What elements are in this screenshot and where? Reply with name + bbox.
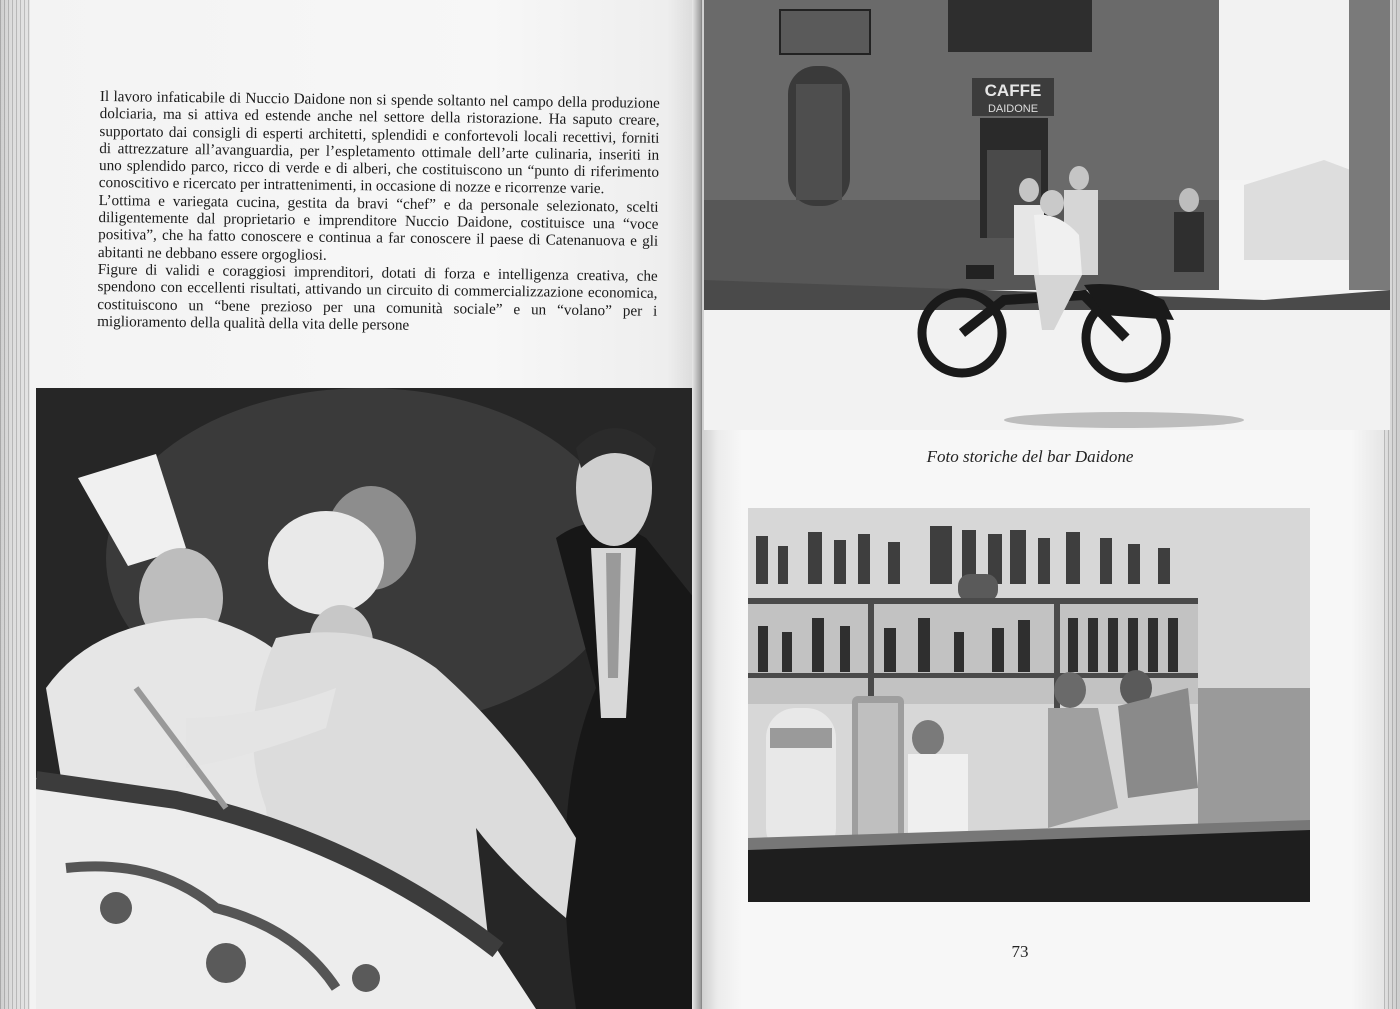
photo-caption: Foto storiche del bar Daidone	[926, 447, 1134, 466]
paragraph-3: Figure di validi e coraggiosi imprenditori, dotati di forza e intelligenza creativa, che spendono con eccellenti risultati, attivando un circuito di commercializzazione economica, costituiscono un “bene prezioso per una comunità sociale” e un “volano” per i miglioramento della qualità della vita delle persone	[97, 260, 658, 334]
bar-photo-graphic	[748, 508, 1310, 902]
body-text	[97, 88, 660, 337]
paragraph-2: L’ottima e variegata cucina, gestita da bravi “chef” e da personale selezionato, scelti diligentemente dal proprietario e imprenditore Nuccio Daidone, costituisce una “voce positiva”, che ha fatto conoscere e continua a far conoscere il paese di Catenanuova e gli abitanti ne debbano essere orgogliosi.	[97, 191, 659, 264]
photo-chef-cake	[36, 388, 702, 1009]
page-number: 73	[1011, 942, 1029, 961]
photo-street-motorbike	[704, 0, 1390, 430]
photo-bar-counter	[748, 508, 1310, 902]
street-photo-graphic	[704, 0, 1390, 430]
chef-photo-graphic	[36, 388, 702, 1009]
cafe-sign-subtext: DAIDONE	[987, 103, 1039, 115]
paragraph-1: Il lavoro infaticabile di Nuccio Daidone non si spende soltanto nel campo della produzione dolciaria, ma si attiva ed estende anche nel settore della ristorazione. Ha saputo creare, supportato dai consigli di esperti architetti, splendidi e confortevoli locali recettivi, forniti di attrezzature all’avanguardia, per l’espletamento ottimale dell’arte culinaria, inseriti in uno splendido parco, ricco di verde e di alberi, che costituiscono un “punto di riferimento conoscitivo e ricercato per intrattenimenti, in occasione di nozze e ricorrenze varie.	[98, 88, 660, 198]
page-edge-left	[0, 0, 30, 1009]
cafe-sign-text: CAFFE	[984, 81, 1042, 100]
